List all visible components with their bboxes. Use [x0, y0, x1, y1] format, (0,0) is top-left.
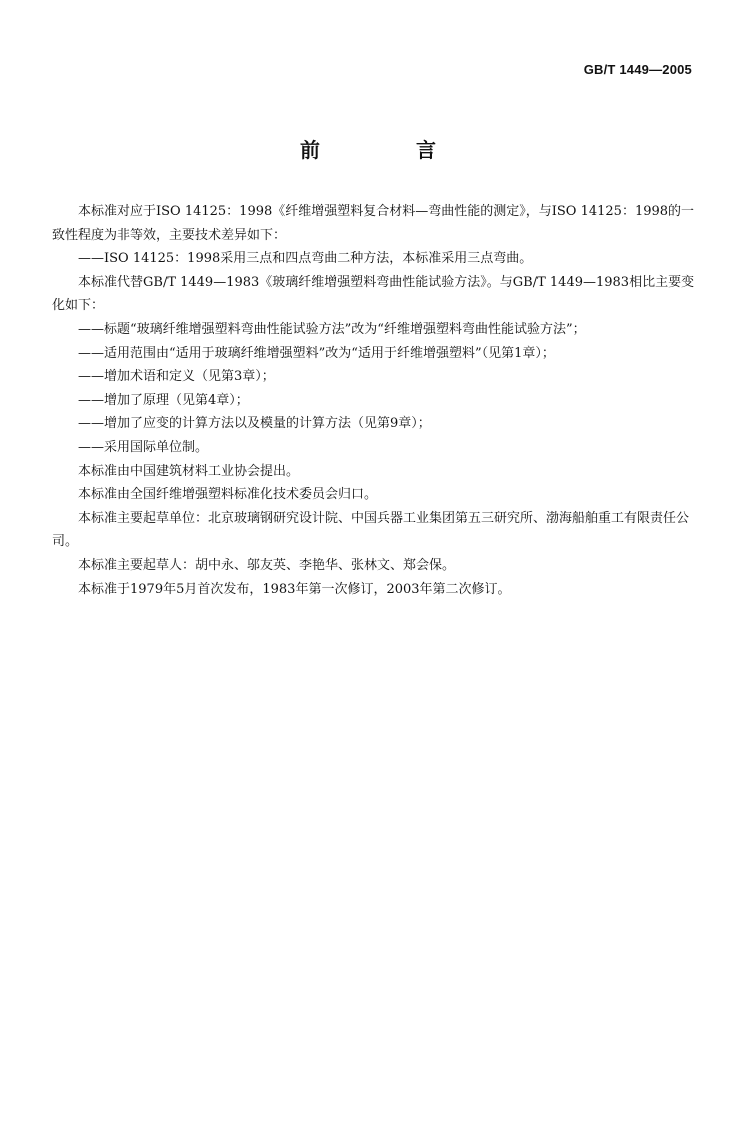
paragraph-correspondence: 本标准对应于ISO 14125：1998《纤维增强塑料复合材料—弯曲性能的测定》，与ISO 14125：1998的一致性程度为非等效，主要技术差异如下：	[52, 204, 695, 243]
list-item-change-calculation: ——增加了应变的计算方法以及模量的计算方法（见第9章）；	[78, 416, 431, 432]
foreword-body	[52, 200, 696, 601]
list-item-change-units: ——采用国际单位制。	[78, 439, 209, 455]
paragraph-drafters: 本标准主要起草人：胡中永、邬友英、李艳华、张林文、郑会保。	[78, 557, 456, 573]
list-item-difference: ——ISO 14125：1998采用三点和四点弯曲二种方法，本标准采用三点弯曲。	[78, 251, 533, 267]
paragraph-centralized-by: 本标准由全国纤维增强塑料标准化技术委员会归口。	[78, 487, 378, 503]
paragraph-drafting-units: 本标准主要起草单位：北京玻璃钢研究设计院、中国兵器工业集团第五三研究所、渤海船舶重工有限责任公司。	[52, 510, 690, 550]
paragraph-history: 本标准于1979年5月首次发布，1983年第一次修订，2003年第二次修订。	[78, 581, 511, 597]
list-item-change-principle: ——增加了原理（见第4章）；	[78, 392, 249, 408]
standard-code: GB/T 1449—2005	[583, 62, 692, 77]
paragraph-replaces: 本标准代替GB/T 1449—1983《玻璃纤维增强塑料弯曲性能试验方法》。与GB/T 1449—1983相比主要变化如下：	[52, 274, 695, 314]
paragraph-proposed-by: 本标准由中国建筑材料工业协会提出。	[78, 463, 300, 479]
list-item-change-title: ——标题“玻璃纤维增强塑料弯曲性能试验方法”改为“纤维增强塑料弯曲性能试验方法”；	[78, 321, 586, 337]
page-title: 前 言	[300, 138, 474, 162]
list-item-change-scope: ——适用范围由“适用于玻璃纤维增强塑料”改为“适用于纤维增强塑料”（见第1章）；	[78, 345, 555, 361]
list-item-change-terms: ——增加术语和定义（见第3章）；	[78, 369, 275, 385]
